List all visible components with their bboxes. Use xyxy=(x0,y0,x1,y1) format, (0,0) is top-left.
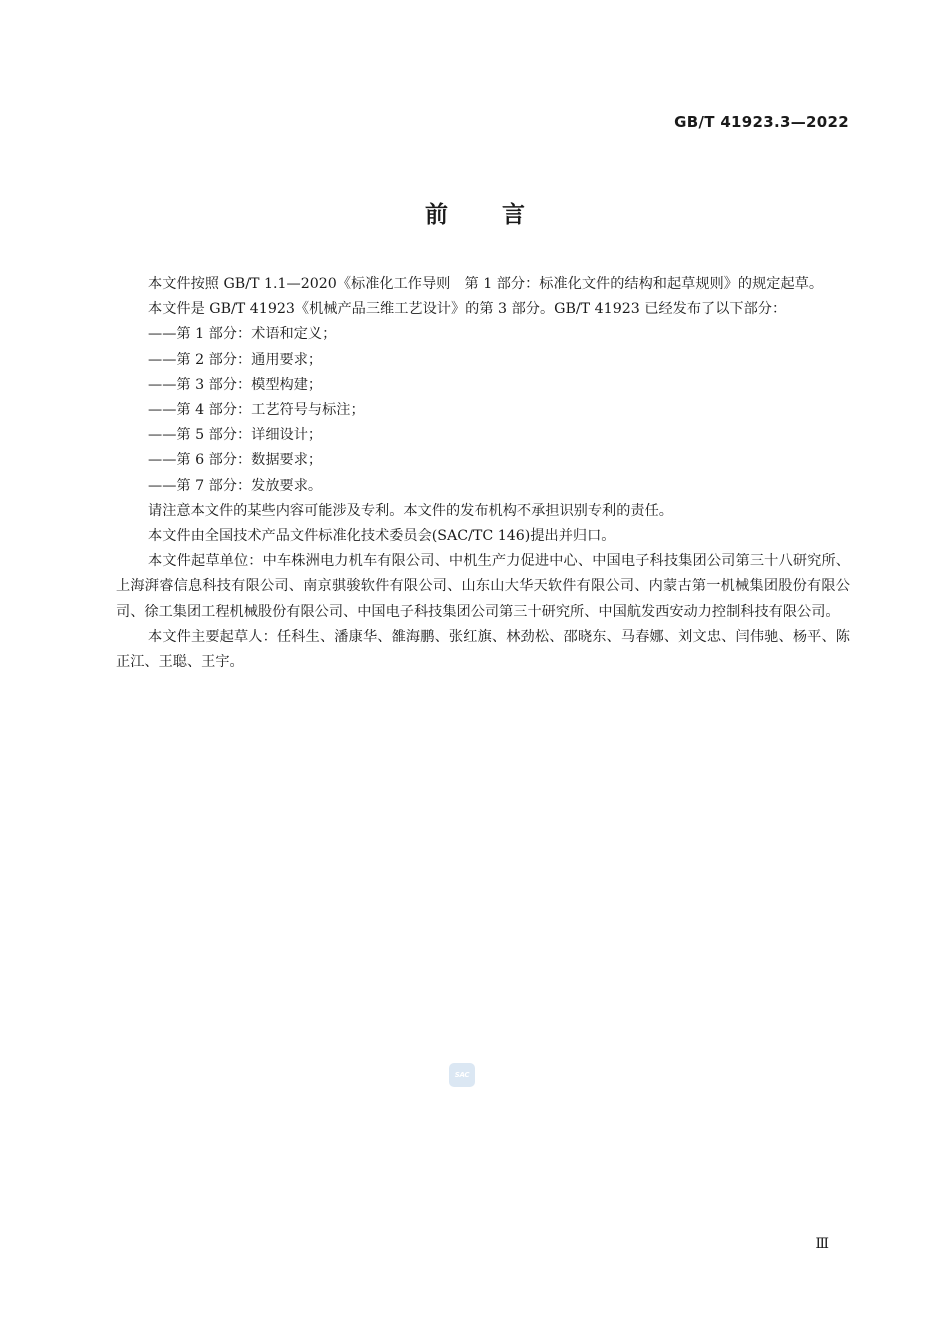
committee-paragraph: 本文件由全国技术产品文件标准化技术委员会(SAC/TC 146)提出并归口。 xyxy=(148,528,616,545)
page-number: Ⅲ xyxy=(815,1236,829,1252)
drafting-units-paragraph: 本文件起草单位：中车株洲电力机车有限公司、中机生产力促进中心、中国电子科技集团公司第三十八研究所、上海湃睿信息科技有限公司、南京骐骏软件有限公司、山东山大华天软件有限公司、内蒙古第一机械集团股份有限公司、徐工集团工程机械股份有限公司、中国电子科技集团公司第三十研究所、中国航发西安动力控制科技有限公司。 xyxy=(116,553,850,620)
patent-notice-paragraph: 请注意本文件的某些内容可能涉及专利。本文件的发布机构不承担识别专利的责任。 xyxy=(148,502,673,519)
list-item: ——第 4 部分：工艺符号与标注； xyxy=(148,402,365,419)
list-item: ——第 6 部分：数据要求； xyxy=(148,452,323,469)
list-item: ——第 7 部分：发放要求。 xyxy=(148,477,323,494)
foreword-body xyxy=(116,272,850,675)
sac-logo-watermark: SAC xyxy=(449,1063,475,1087)
series-parts-paragraph: 本文件是 GB/T 41923《机械产品三维工艺设计》的第 3 部分。GB/T 41923 已经发布了以下部分： xyxy=(148,301,787,318)
drafting-rules-paragraph: 本文件按照 GB/T 1.1—2020《标准化工作导则 第 1 部分：标准化文件的结构和起草规则》的规定起草。 xyxy=(148,276,824,292)
drafters-paragraph: 本文件主要起草人：任科生、潘康华、雒海鹏、张红旗、林劲松、邵晓东、马春娜、刘文忠、闫伟驰、杨平、陈正江、王聪、王宇。 xyxy=(116,628,850,671)
list-item: ——第 5 部分：详细设计； xyxy=(148,427,323,444)
list-item: ——第 3 部分：模型构建； xyxy=(148,376,323,393)
page-title: 前言 xyxy=(425,202,579,228)
parts-list xyxy=(116,322,850,498)
list-item: ——第 1 部分：术语和定义； xyxy=(148,326,337,343)
standard-number: GB/T 41923.3—2022 xyxy=(674,113,849,131)
list-item: ——第 2 部分：通用要求； xyxy=(148,351,323,368)
